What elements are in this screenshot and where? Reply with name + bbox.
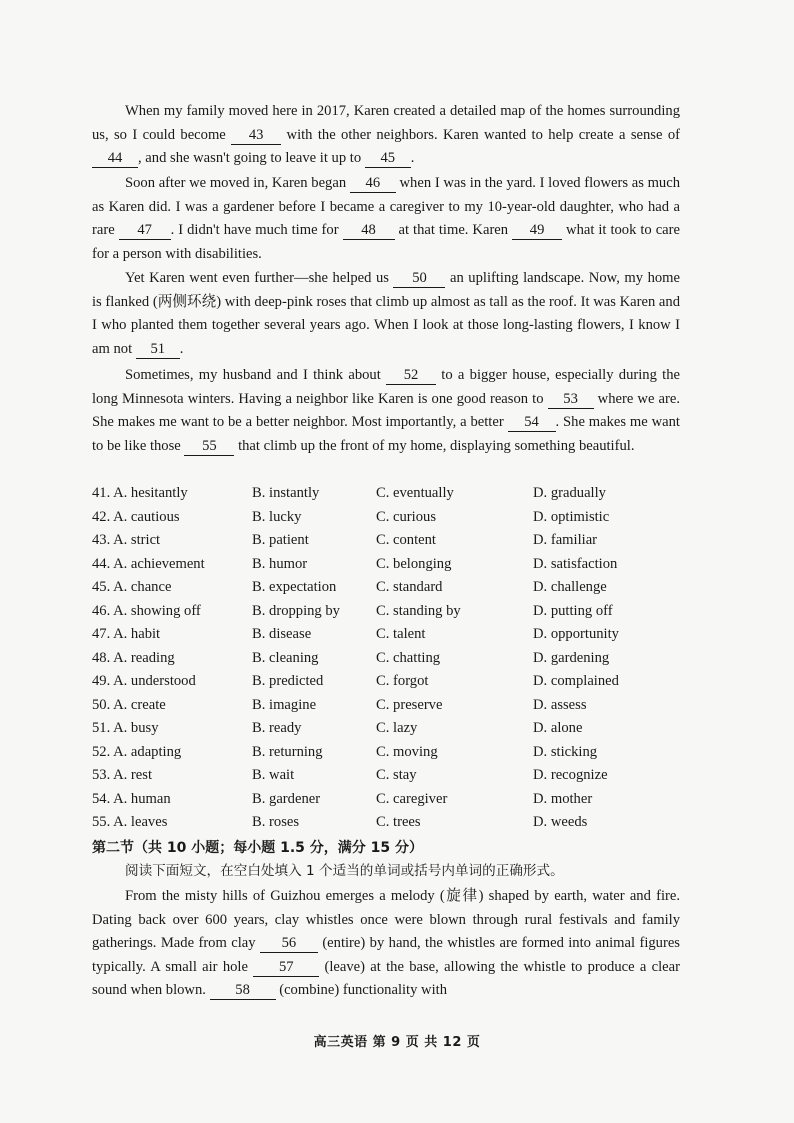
option-a: 47. A. habit	[92, 626, 161, 642]
grammar-passage	[92, 885, 680, 1003]
option-c: C. caregiver	[376, 790, 448, 807]
passage-paragraph-2	[92, 172, 680, 266]
text: at that time. Karen	[394, 222, 513, 239]
option-a: 41. A. hesitantly	[92, 485, 188, 501]
option-d: D. assess	[533, 696, 587, 713]
option-b: B. cleaning	[252, 649, 319, 666]
text: .	[410, 150, 415, 167]
passage-paragraph-1	[92, 100, 680, 171]
blank-55: 55	[184, 437, 234, 456]
blank-46: 46	[350, 174, 396, 193]
blank-48: 48	[343, 221, 395, 240]
text: (entire) by hand, the whistles are formed into animal figures typically. A small air hole	[92, 935, 680, 975]
option-row-47	[92, 623, 692, 647]
option-d: D. challenge	[533, 579, 607, 595]
blank-57: 57	[253, 958, 319, 977]
text: . She makes me want to be like those	[92, 414, 680, 454]
option-a: 48. A. reading	[92, 649, 175, 666]
option-d: D. putting off	[533, 602, 613, 619]
text: that climb up the front of my home, displaying something beautiful.	[234, 437, 635, 454]
blank-50: 50	[393, 269, 445, 288]
option-a: 52. A. adapting	[92, 743, 182, 760]
blank-56: 56	[260, 934, 318, 953]
text: (leave) at the base, allowing the whistle to produce a clear sound when blown.	[92, 958, 680, 999]
option-a: 43. A. strict	[92, 532, 161, 548]
blank-49: 49	[512, 221, 562, 240]
option-b: B. humor	[252, 555, 308, 572]
option-c: C. chatting	[376, 649, 441, 666]
option-c: C. standard	[376, 579, 443, 595]
option-d: D. familiar	[533, 532, 598, 548]
option-d: D. recognize	[533, 767, 608, 783]
option-row-55	[92, 811, 692, 835]
option-a: 44. A. achievement	[92, 555, 205, 572]
option-b: B. expectation	[252, 579, 337, 595]
blank-53: 53	[548, 390, 594, 409]
text: Yet Karen went even further—she helped us	[125, 270, 394, 286]
option-row-52	[92, 741, 692, 765]
option-c: C. preserve	[376, 696, 443, 713]
option-d: D. opportunity	[533, 626, 619, 642]
option-row-41	[92, 482, 692, 506]
option-c: C. content	[376, 532, 436, 548]
option-c: C. talent	[376, 626, 426, 642]
option-c: C. curious	[376, 508, 436, 525]
option-b: B. disease	[252, 626, 312, 642]
option-a: 53. A. rest	[92, 767, 152, 783]
text: (combine) functionality with	[275, 982, 447, 999]
passage-paragraph-4	[92, 364, 680, 458]
text: Sometimes, my husband and I think about	[125, 367, 387, 383]
option-c: C. moving	[376, 743, 438, 760]
text: where we are. She makes me want to be a better neighbor. Most importantly, a better	[92, 390, 680, 431]
text: From the misty hills of Guizhou emerges a melody (旋律) shaped by earth, water and fire. Dating back over 600 years, clay whistles once were blown through rural festivals and family gatherings. Made from clay	[92, 888, 680, 952]
text: When my family moved here in 2017, Karen created a detailed map of the homes surrounding us, so I could become	[92, 103, 680, 143]
page-footer: 高三英语 第 9 页 共 12 页	[313, 1035, 481, 1050]
option-d: D. mother	[533, 790, 593, 807]
option-a: 45. A. chance	[92, 579, 172, 595]
section-title: 第二节（共 10 小题；每小题 1.5 分，满分 15 分）	[92, 840, 424, 856]
answer-options	[92, 482, 692, 835]
text: . I didn't have much time for	[170, 222, 343, 239]
option-row-54	[92, 788, 692, 812]
option-b: B. patient	[252, 532, 309, 548]
text: , and she wasn't going to leave it up to	[138, 150, 365, 167]
option-b: B. dropping by	[252, 602, 340, 619]
option-c: C. stay	[376, 767, 417, 783]
option-row-53	[92, 764, 692, 788]
option-row-51	[92, 717, 692, 741]
option-a: 51. A. busy	[92, 720, 159, 736]
option-a: 49. A. understood	[92, 673, 196, 689]
option-b: B. ready	[252, 720, 302, 736]
option-c: C. belonging	[376, 555, 452, 572]
option-d: D. gardening	[533, 649, 610, 666]
option-row-48	[92, 647, 692, 671]
option-row-49	[92, 670, 692, 694]
option-d: D. weeds	[533, 814, 588, 830]
option-a: 46. A. showing off	[92, 602, 201, 619]
option-b: B. roses	[252, 814, 300, 830]
option-row-50	[92, 694, 692, 718]
text: what it took to care for a person with disabilities.	[92, 222, 680, 262]
option-b: B. returning	[252, 743, 323, 760]
blank-54: 54	[508, 413, 556, 432]
blank-47: 47	[119, 221, 171, 240]
option-d: D. gradually	[533, 485, 606, 501]
option-b: B. lucky	[252, 508, 302, 525]
option-d: D. complained	[533, 673, 619, 689]
option-b: B. imagine	[252, 696, 317, 713]
blank-58: 58	[210, 981, 276, 1000]
option-d: D. sticking	[533, 743, 598, 760]
option-d: D. satisfaction	[533, 555, 618, 572]
text: when I was in the yard. I loved flowers as much as Karen did. I was a gardener before I became a caregiver to my 10-year-old daughter, who had a rare	[92, 175, 681, 239]
option-b: B. wait	[252, 767, 295, 783]
text: .	[179, 340, 184, 357]
option-b: B. gardener	[252, 790, 321, 807]
option-c: C. forgot	[376, 673, 429, 689]
option-c: C. trees	[376, 814, 421, 830]
blank-45: 45	[365, 149, 411, 168]
option-c: C. lazy	[376, 720, 418, 736]
option-row-45	[92, 576, 692, 600]
section-instruction: 阅读下面短文，在空白处填入 1 个适当的单词或括号内单词的正确形式。	[125, 863, 564, 879]
option-d: D. alone	[533, 720, 583, 736]
text: to a bigger house, especially during the long Minnesota winters. Having a neighbor like Karen is one good reason to	[92, 367, 680, 407]
option-c: C. standing by	[376, 602, 461, 619]
text: Soon after we moved in, Karen began	[125, 175, 350, 191]
option-a: 42. A. cautious	[92, 508, 180, 525]
blank-44: 44	[92, 149, 138, 168]
blank-51: 51	[136, 340, 180, 359]
option-row-46	[92, 600, 692, 624]
passage-paragraph-3	[92, 267, 680, 361]
text: an uplifting landscape. Now, my home is flanked (两侧环绕) with deep-pink roses that climb up almost as tall as the roof. It was Karen and I who planted them together several years ago. When I look at those long-lasting flowers, I know I am not	[92, 270, 680, 357]
option-c: C. eventually	[376, 485, 454, 501]
option-b: B. instantly	[252, 485, 320, 501]
option-row-44	[92, 553, 692, 577]
option-d: D. optimistic	[533, 508, 610, 525]
text: with the other neighbors. Karen wanted to help create a sense of	[281, 126, 680, 143]
option-b: B. predicted	[252, 673, 324, 689]
option-a: 55. A. leaves	[92, 814, 168, 830]
option-a: 54. A. human	[92, 790, 171, 807]
option-a: 50. A. create	[92, 696, 166, 713]
blank-43: 43	[231, 126, 281, 145]
option-row-42	[92, 506, 692, 530]
option-row-43	[92, 529, 692, 553]
blank-52: 52	[386, 366, 436, 385]
